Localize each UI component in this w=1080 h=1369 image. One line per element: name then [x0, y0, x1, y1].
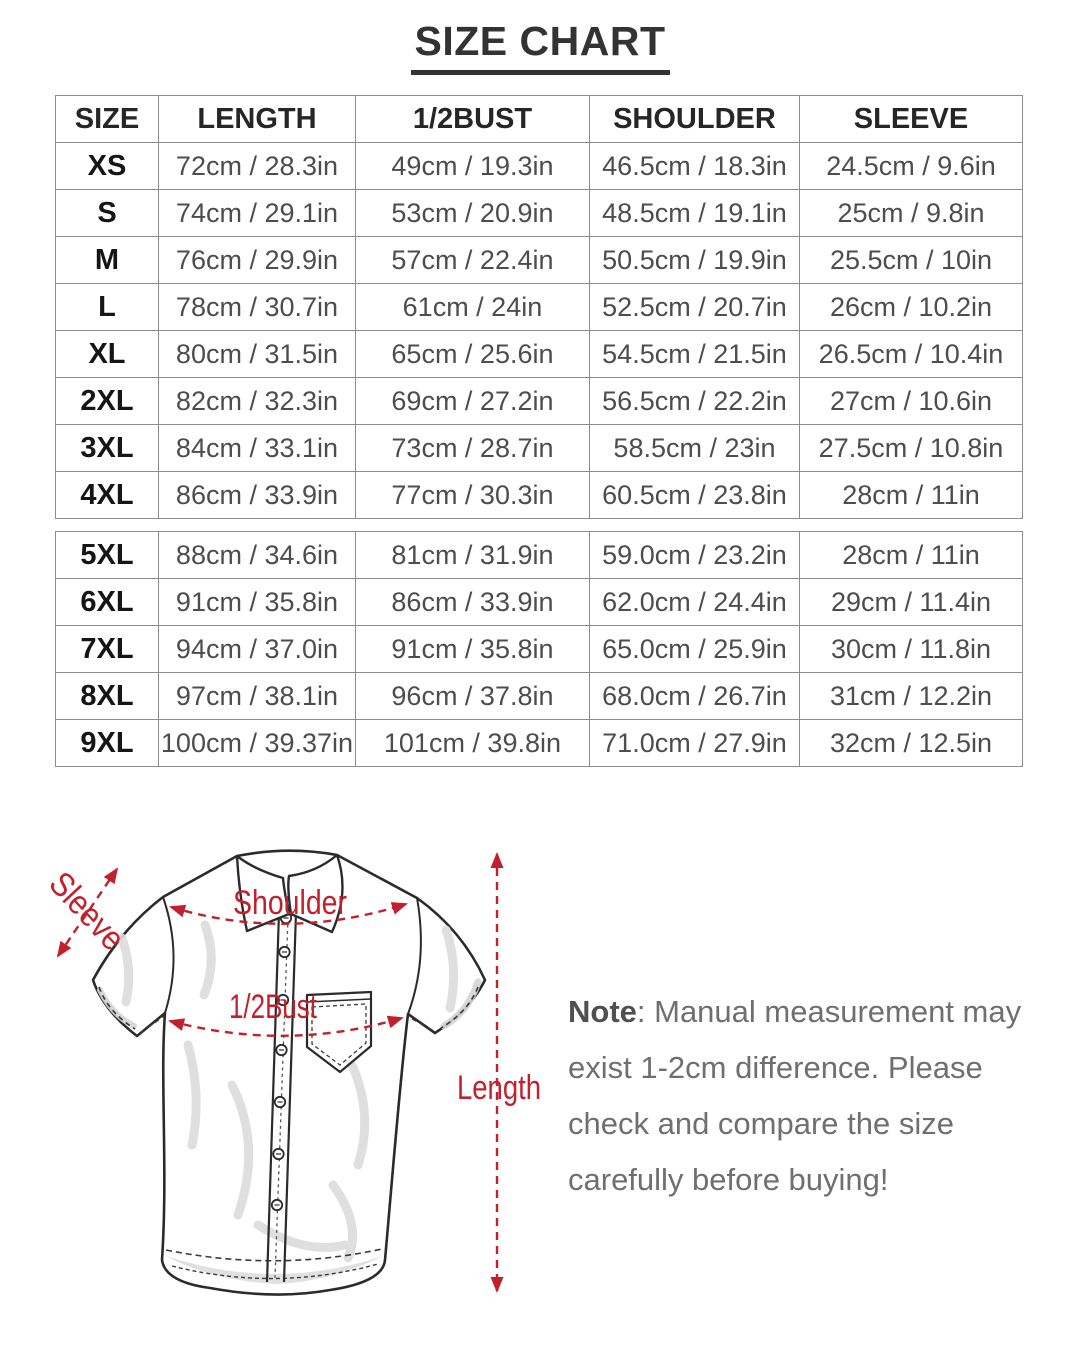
sleeve-cell: 31cm / 12.2in: [799, 673, 1022, 720]
sleeve-cell: 32cm / 12.5in: [799, 720, 1022, 767]
size-cell: XS: [56, 143, 159, 190]
shoulder-cell: 59.0cm / 23.2in: [589, 532, 799, 579]
shoulder-cell: 65.0cm / 25.9in: [589, 626, 799, 673]
size-cell: 9XL: [56, 720, 159, 767]
header-cell-shoulder: SHOULDER: [589, 96, 799, 143]
shoulder-cell: 48.5cm / 19.1in: [589, 190, 799, 237]
shoulder-label: Shoulder: [233, 884, 347, 922]
size-cell: M: [56, 237, 159, 284]
size-cell: 7XL: [56, 626, 159, 673]
sleeve-cell: 27cm / 10.6in: [799, 378, 1022, 425]
length-cell: 74cm / 29.1in: [158, 190, 355, 237]
shoulder-cell: 46.5cm / 18.3in: [589, 143, 799, 190]
page-title-text: SIZE CHART: [411, 18, 670, 75]
length-label: Length: [457, 1069, 541, 1107]
table-row: [56, 143, 1023, 190]
note-body: : Manual measurement may exist 1-2cm difference. Please check and compare the size carefully before buying!: [568, 994, 1022, 1197]
length-cell: 80cm / 31.5in: [158, 331, 355, 378]
table-row: [56, 237, 1023, 284]
bust-cell: 61cm / 24in: [355, 284, 589, 331]
sleeve-cell: 29cm / 11.4in: [799, 579, 1022, 626]
size-cell: XL: [56, 331, 159, 378]
sleeve-cell: 26cm / 10.2in: [799, 284, 1022, 331]
bust-label: 1/2Bust: [229, 988, 318, 1026]
size-cell: 5XL: [56, 532, 159, 579]
length-cell: 82cm / 32.3in: [158, 378, 355, 425]
bust-cell: 86cm / 33.9in: [355, 579, 589, 626]
table-row: [56, 626, 1023, 673]
table-row: [56, 472, 1023, 519]
header-cell-bust: 1/2BUST: [355, 96, 589, 143]
note-label: Note: [568, 994, 637, 1029]
table-row: [56, 331, 1023, 378]
length-cell: 72cm / 28.3in: [158, 143, 355, 190]
sleeve-cell: 25cm / 9.8in: [799, 190, 1022, 237]
size-cell: S: [56, 190, 159, 237]
bust-cell: 101cm / 39.8in: [355, 720, 589, 767]
table-row: [56, 673, 1023, 720]
sleeve-cell: 27.5cm / 10.8in: [799, 425, 1022, 472]
table-row: [56, 378, 1023, 425]
size-table-lower: [55, 531, 1023, 767]
sleeve-cell: 25.5cm / 10in: [799, 237, 1022, 284]
shirt-measurement-diagram: [0, 830, 560, 1369]
bust-cell: 53cm / 20.9in: [355, 190, 589, 237]
shoulder-cell: 71.0cm / 27.9in: [589, 720, 799, 767]
sleeve-cell: 30cm / 11.8in: [799, 626, 1022, 673]
size-table-upper: [55, 95, 1023, 519]
length-cell: 88cm / 34.6in: [158, 532, 355, 579]
sleeve-cell: 28cm / 11in: [799, 472, 1022, 519]
bust-cell: 91cm / 35.8in: [355, 626, 589, 673]
table-row: [56, 425, 1023, 472]
bust-cell: 49cm / 19.3in: [355, 143, 589, 190]
shoulder-cell: 62.0cm / 24.4in: [589, 579, 799, 626]
length-cell: 91cm / 35.8in: [158, 579, 355, 626]
size-cell: 6XL: [56, 579, 159, 626]
length-cell: 100cm / 39.37in: [158, 720, 355, 767]
length-cell: 97cm / 38.1in: [158, 673, 355, 720]
table-row: [56, 284, 1023, 331]
bust-cell: 65cm / 25.6in: [355, 331, 589, 378]
shoulder-cell: 52.5cm / 20.7in: [589, 284, 799, 331]
bust-cell: 77cm / 30.3in: [355, 472, 589, 519]
shoulder-cell: 60.5cm / 23.8in: [589, 472, 799, 519]
table-row: [56, 720, 1023, 767]
length-cell: 76cm / 29.9in: [158, 237, 355, 284]
length-cell: 78cm / 30.7in: [158, 284, 355, 331]
bust-cell: 96cm / 37.8in: [355, 673, 589, 720]
sleeve-label: Sleeve: [41, 864, 141, 967]
note-text: [568, 984, 1060, 1208]
header-row: [56, 96, 1023, 143]
header-cell-sleeve: SLEEVE: [799, 96, 1022, 143]
length-cell: 84cm / 33.1in: [158, 425, 355, 472]
table-row: [56, 190, 1023, 237]
size-cell: 4XL: [56, 472, 159, 519]
size-cell: L: [56, 284, 159, 331]
bust-cell: 57cm / 22.4in: [355, 237, 589, 284]
size-cell: 3XL: [56, 425, 159, 472]
shoulder-cell: 56.5cm / 22.2in: [589, 378, 799, 425]
size-cell: 8XL: [56, 673, 159, 720]
header-cell-length: LENGTH: [158, 96, 355, 143]
shoulder-cell: 54.5cm / 21.5in: [589, 331, 799, 378]
shoulder-cell: 58.5cm / 23in: [589, 425, 799, 472]
table-row: [56, 532, 1023, 579]
bust-cell: 69cm / 27.2in: [355, 378, 589, 425]
length-cell: 86cm / 33.9in: [158, 472, 355, 519]
sleeve-cell: 26.5cm / 10.4in: [799, 331, 1022, 378]
table-row: [56, 579, 1023, 626]
length-cell: 94cm / 37.0in: [158, 626, 355, 673]
bust-cell: 81cm / 31.9in: [355, 532, 589, 579]
sleeve-cell: 24.5cm / 9.6in: [799, 143, 1022, 190]
bust-cell: 73cm / 28.7in: [355, 425, 589, 472]
sleeve-cell: 28cm / 11in: [799, 532, 1022, 579]
header-cell-size: SIZE: [56, 96, 159, 143]
size-cell: 2XL: [56, 378, 159, 425]
shoulder-cell: 68.0cm / 26.7in: [589, 673, 799, 720]
shoulder-cell: 50.5cm / 19.9in: [589, 237, 799, 284]
page-title: [0, 18, 1080, 75]
